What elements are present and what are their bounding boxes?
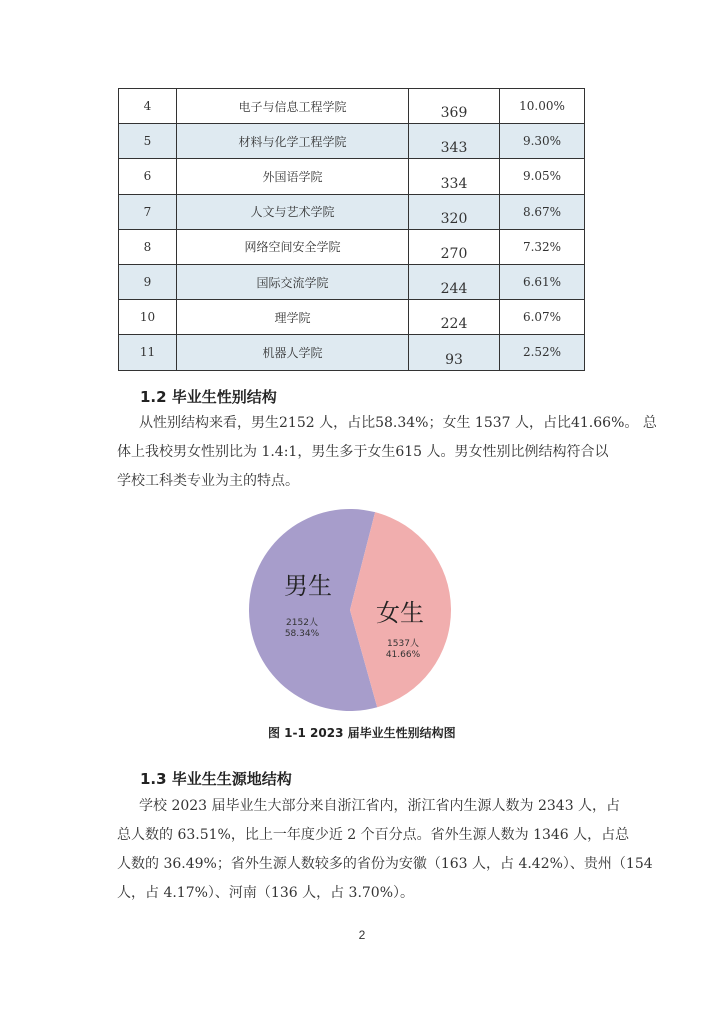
paragraph-line: 人，占 4.17%）、河南（136 人，占 3.70%）。 bbox=[117, 885, 415, 901]
cell-percent: 10.00% bbox=[500, 89, 585, 124]
college-table bbox=[118, 88, 585, 371]
figure-caption: 图 1-1 2023 届毕业生性别结构图 bbox=[268, 726, 456, 740]
cell-percent: 2.52% bbox=[500, 335, 585, 370]
page-number: 2 bbox=[358, 928, 366, 942]
cell-index: 7 bbox=[119, 194, 177, 229]
cell-count: 320 bbox=[409, 194, 500, 229]
cell-college: 人文与艺术学院 bbox=[177, 194, 409, 229]
cell-count: 334 bbox=[409, 159, 500, 194]
paragraph-line: 总人数的 63.51%，比上一年度少近 2 个百分点。省外生源人数为 1346 人，占总 bbox=[117, 827, 630, 843]
cell-index: 9 bbox=[119, 264, 177, 299]
pie-count-female: 1537人 bbox=[387, 639, 419, 649]
pie-count-male: 2152人 bbox=[286, 618, 318, 628]
cell-college: 网络空间安全学院 bbox=[177, 229, 409, 264]
cell-college: 外国语学院 bbox=[177, 159, 409, 194]
table-row bbox=[119, 194, 585, 229]
table-row bbox=[119, 124, 585, 159]
cell-count: 93 bbox=[409, 335, 500, 370]
table-row bbox=[119, 89, 585, 124]
pie-percent-male: 58.34% bbox=[284, 629, 320, 639]
cell-college: 材料与化学工程学院 bbox=[177, 124, 409, 159]
section-heading-origin: 1.3 毕业生生源地结构 bbox=[140, 770, 292, 788]
gender-pie-chart bbox=[240, 508, 460, 713]
pie-label-male: 男生 bbox=[284, 572, 332, 600]
paragraph-line: 人数的 36.49%；省外生源人数较多的省份为安徽（163 人，占 4.42%）、贵州（154 bbox=[117, 856, 653, 872]
cell-count: 244 bbox=[409, 264, 500, 299]
cell-index: 8 bbox=[119, 229, 177, 264]
pie-percent-female: 41.66% bbox=[385, 650, 421, 660]
cell-count: 270 bbox=[409, 229, 500, 264]
table-row bbox=[119, 335, 585, 370]
paragraph-line: 体上我校男女性别比为 1.4:1，男生多于女生615 人。男女性别比例结构符合以 bbox=[117, 444, 609, 460]
gender-paragraph bbox=[117, 409, 657, 496]
cell-percent: 6.07% bbox=[500, 300, 585, 335]
cell-index: 4 bbox=[119, 89, 177, 124]
cell-index: 10 bbox=[119, 300, 177, 335]
table-row bbox=[119, 264, 585, 299]
cell-count: 343 bbox=[409, 124, 500, 159]
table-row bbox=[119, 229, 585, 264]
cell-percent: 6.61% bbox=[500, 264, 585, 299]
table-row bbox=[119, 300, 585, 335]
cell-index: 11 bbox=[119, 335, 177, 370]
origin-paragraph bbox=[117, 792, 653, 908]
cell-percent: 9.30% bbox=[500, 124, 585, 159]
cell-college: 国际交流学院 bbox=[177, 264, 409, 299]
cell-count: 224 bbox=[409, 300, 500, 335]
table-row bbox=[119, 159, 585, 194]
cell-percent: 9.05% bbox=[500, 159, 585, 194]
paragraph-line: 学校工科类专业为主的特点。 bbox=[117, 473, 299, 489]
paragraph-line: 学校 2023 届毕业生大部分来自浙江省内，浙江省内生源人数为 2343 人，占 bbox=[139, 798, 621, 814]
section-heading-gender: 1.2 毕业生性别结构 bbox=[140, 388, 277, 406]
cell-index: 6 bbox=[119, 159, 177, 194]
cell-count: 369 bbox=[409, 89, 500, 124]
cell-college: 理学院 bbox=[177, 300, 409, 335]
cell-index: 5 bbox=[119, 124, 177, 159]
cell-college: 电子与信息工程学院 bbox=[177, 89, 409, 124]
pie-label-female: 女生 bbox=[376, 599, 424, 627]
cell-percent: 8.67% bbox=[500, 194, 585, 229]
cell-percent: 7.32% bbox=[500, 229, 585, 264]
cell-college: 机器人学院 bbox=[177, 335, 409, 370]
paragraph-line: 从性别结构来看，男生2152 人，占比58.34%；女生 1537 人，占比41.66%。 总 bbox=[139, 415, 657, 431]
